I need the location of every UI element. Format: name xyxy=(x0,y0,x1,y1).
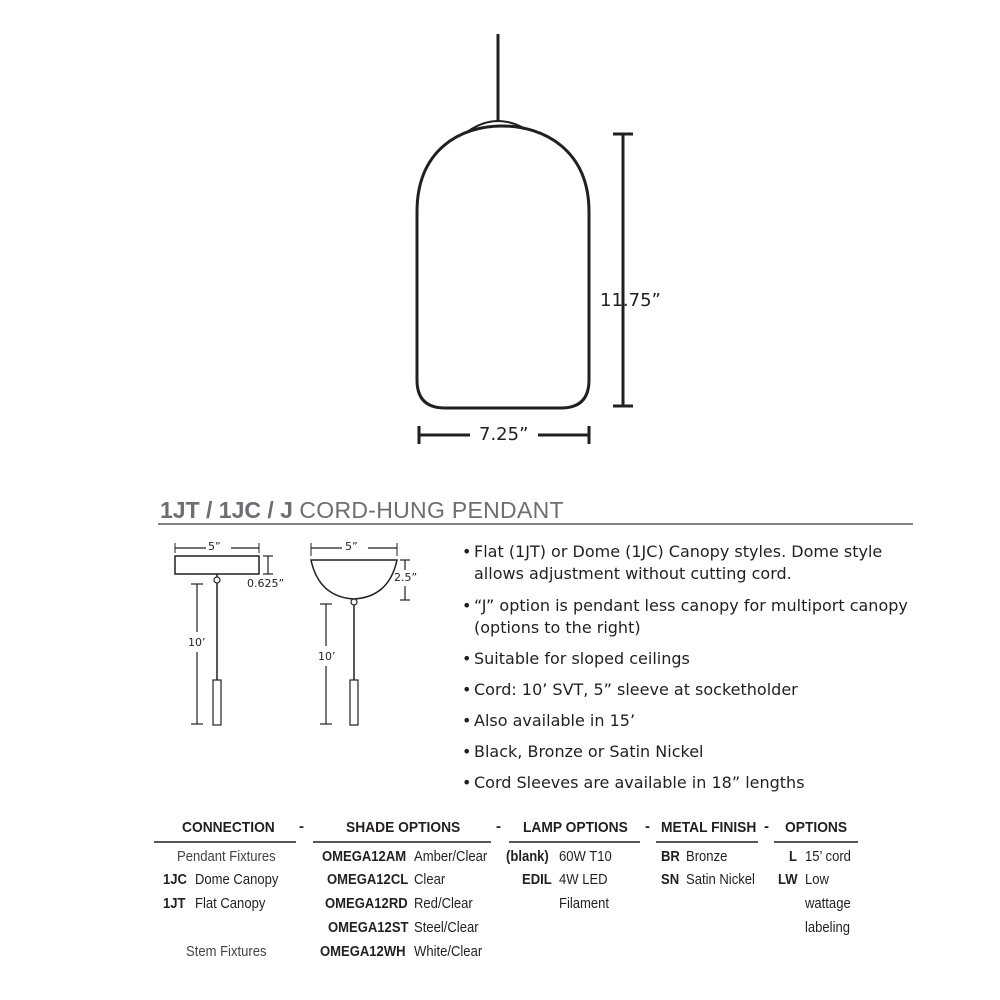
list-item: • Flat (1JT) or Dome (1JC) Canopy styles. Dome style allows adjustment without cutting cord. xyxy=(462,541,932,585)
finish-code: SN xyxy=(661,872,680,888)
shade-desc: Clear xyxy=(414,872,446,888)
shade-desc: White/Clear xyxy=(414,944,483,960)
dome-width-label: 5” xyxy=(345,540,358,553)
shade-code: OMEGA12AM xyxy=(322,849,407,865)
shade-code: OMEGA12RD xyxy=(325,896,408,912)
lamp-code: EDIL xyxy=(522,872,552,888)
shade-desc: Red/Clear xyxy=(414,896,473,912)
lamp-desc-line2: Filament xyxy=(559,896,610,912)
option-desc: Low xyxy=(805,872,829,888)
list-item: • Cord Sleeves are available in 18” lengths xyxy=(462,772,932,794)
shade-code: OMEGA12ST xyxy=(328,920,409,936)
dome-height-label: 2.5” xyxy=(394,571,418,584)
lamp-code: (blank) xyxy=(506,849,549,865)
separator: - xyxy=(645,818,650,835)
connection-group-pendant: Pendant Fixtures xyxy=(177,849,276,865)
separator: - xyxy=(496,818,501,835)
feature-list xyxy=(462,541,932,794)
finish-desc: Satin Nickel xyxy=(686,872,755,888)
shade-desc: Amber/Clear xyxy=(414,849,488,865)
list-item: • “J” option is pendant less canopy for multiport canopy (options to the right) xyxy=(462,595,932,639)
list-item: • Cord: 10’ SVT, 5” sleeve at socketholder xyxy=(462,679,932,701)
header-metal-finish: METAL FINISH xyxy=(661,819,757,836)
flat-height-label: 0.625” xyxy=(247,577,285,590)
header-options: OPTIONS xyxy=(785,819,848,836)
option-desc-line3: labeling xyxy=(805,920,850,936)
flat-width-label: 5” xyxy=(208,540,221,553)
option-desc: 15’ cord xyxy=(805,849,851,865)
connection-group-stem: Stem Fixtures xyxy=(186,944,267,960)
height-dimension xyxy=(613,134,633,406)
shade-code: OMEGA12WH xyxy=(320,944,406,960)
lamp-desc: 60W T10 xyxy=(559,849,612,865)
connection-code: 1JT xyxy=(163,896,186,912)
connection-code: 1JC xyxy=(163,872,187,888)
pendant-shade xyxy=(417,126,589,408)
flat-canopy-drawing xyxy=(175,543,273,725)
width-label: 7.25” xyxy=(479,424,529,445)
lamp-desc: 4W LED xyxy=(559,872,608,888)
connection-desc: Flat Canopy xyxy=(195,896,266,912)
option-code: LW xyxy=(778,872,798,888)
flat-cord-label: 10’ xyxy=(188,636,206,649)
header-connection: CONNECTION xyxy=(182,819,275,836)
connection-desc: Dome Canopy xyxy=(195,872,279,888)
separator: - xyxy=(764,818,769,835)
list-item: • Also available in 15’ xyxy=(462,710,932,732)
header-lamp-options: LAMP OPTIONS xyxy=(523,819,628,836)
option-desc-line2: wattage xyxy=(805,896,851,912)
shade-desc: Steel/Clear xyxy=(414,920,479,936)
height-label: 11.75” xyxy=(600,290,661,311)
dome-cord-label: 10’ xyxy=(318,650,336,663)
finish-desc: Bronze xyxy=(686,849,728,865)
list-item: • Black, Bronze or Satin Nickel xyxy=(462,741,932,763)
finish-code: BR xyxy=(661,849,680,865)
title-codes: 1JT / 1JC / J xyxy=(160,497,293,523)
option-code: L xyxy=(789,849,797,865)
title-text: CORD-HUNG PENDANT xyxy=(299,497,564,523)
header-shade-options: SHADE OPTIONS xyxy=(346,819,461,836)
separator: - xyxy=(299,818,304,835)
shade-code: OMEGA12CL xyxy=(327,872,409,888)
list-item: • Suitable for sloped ceilings xyxy=(462,648,932,670)
section-title xyxy=(160,497,564,524)
